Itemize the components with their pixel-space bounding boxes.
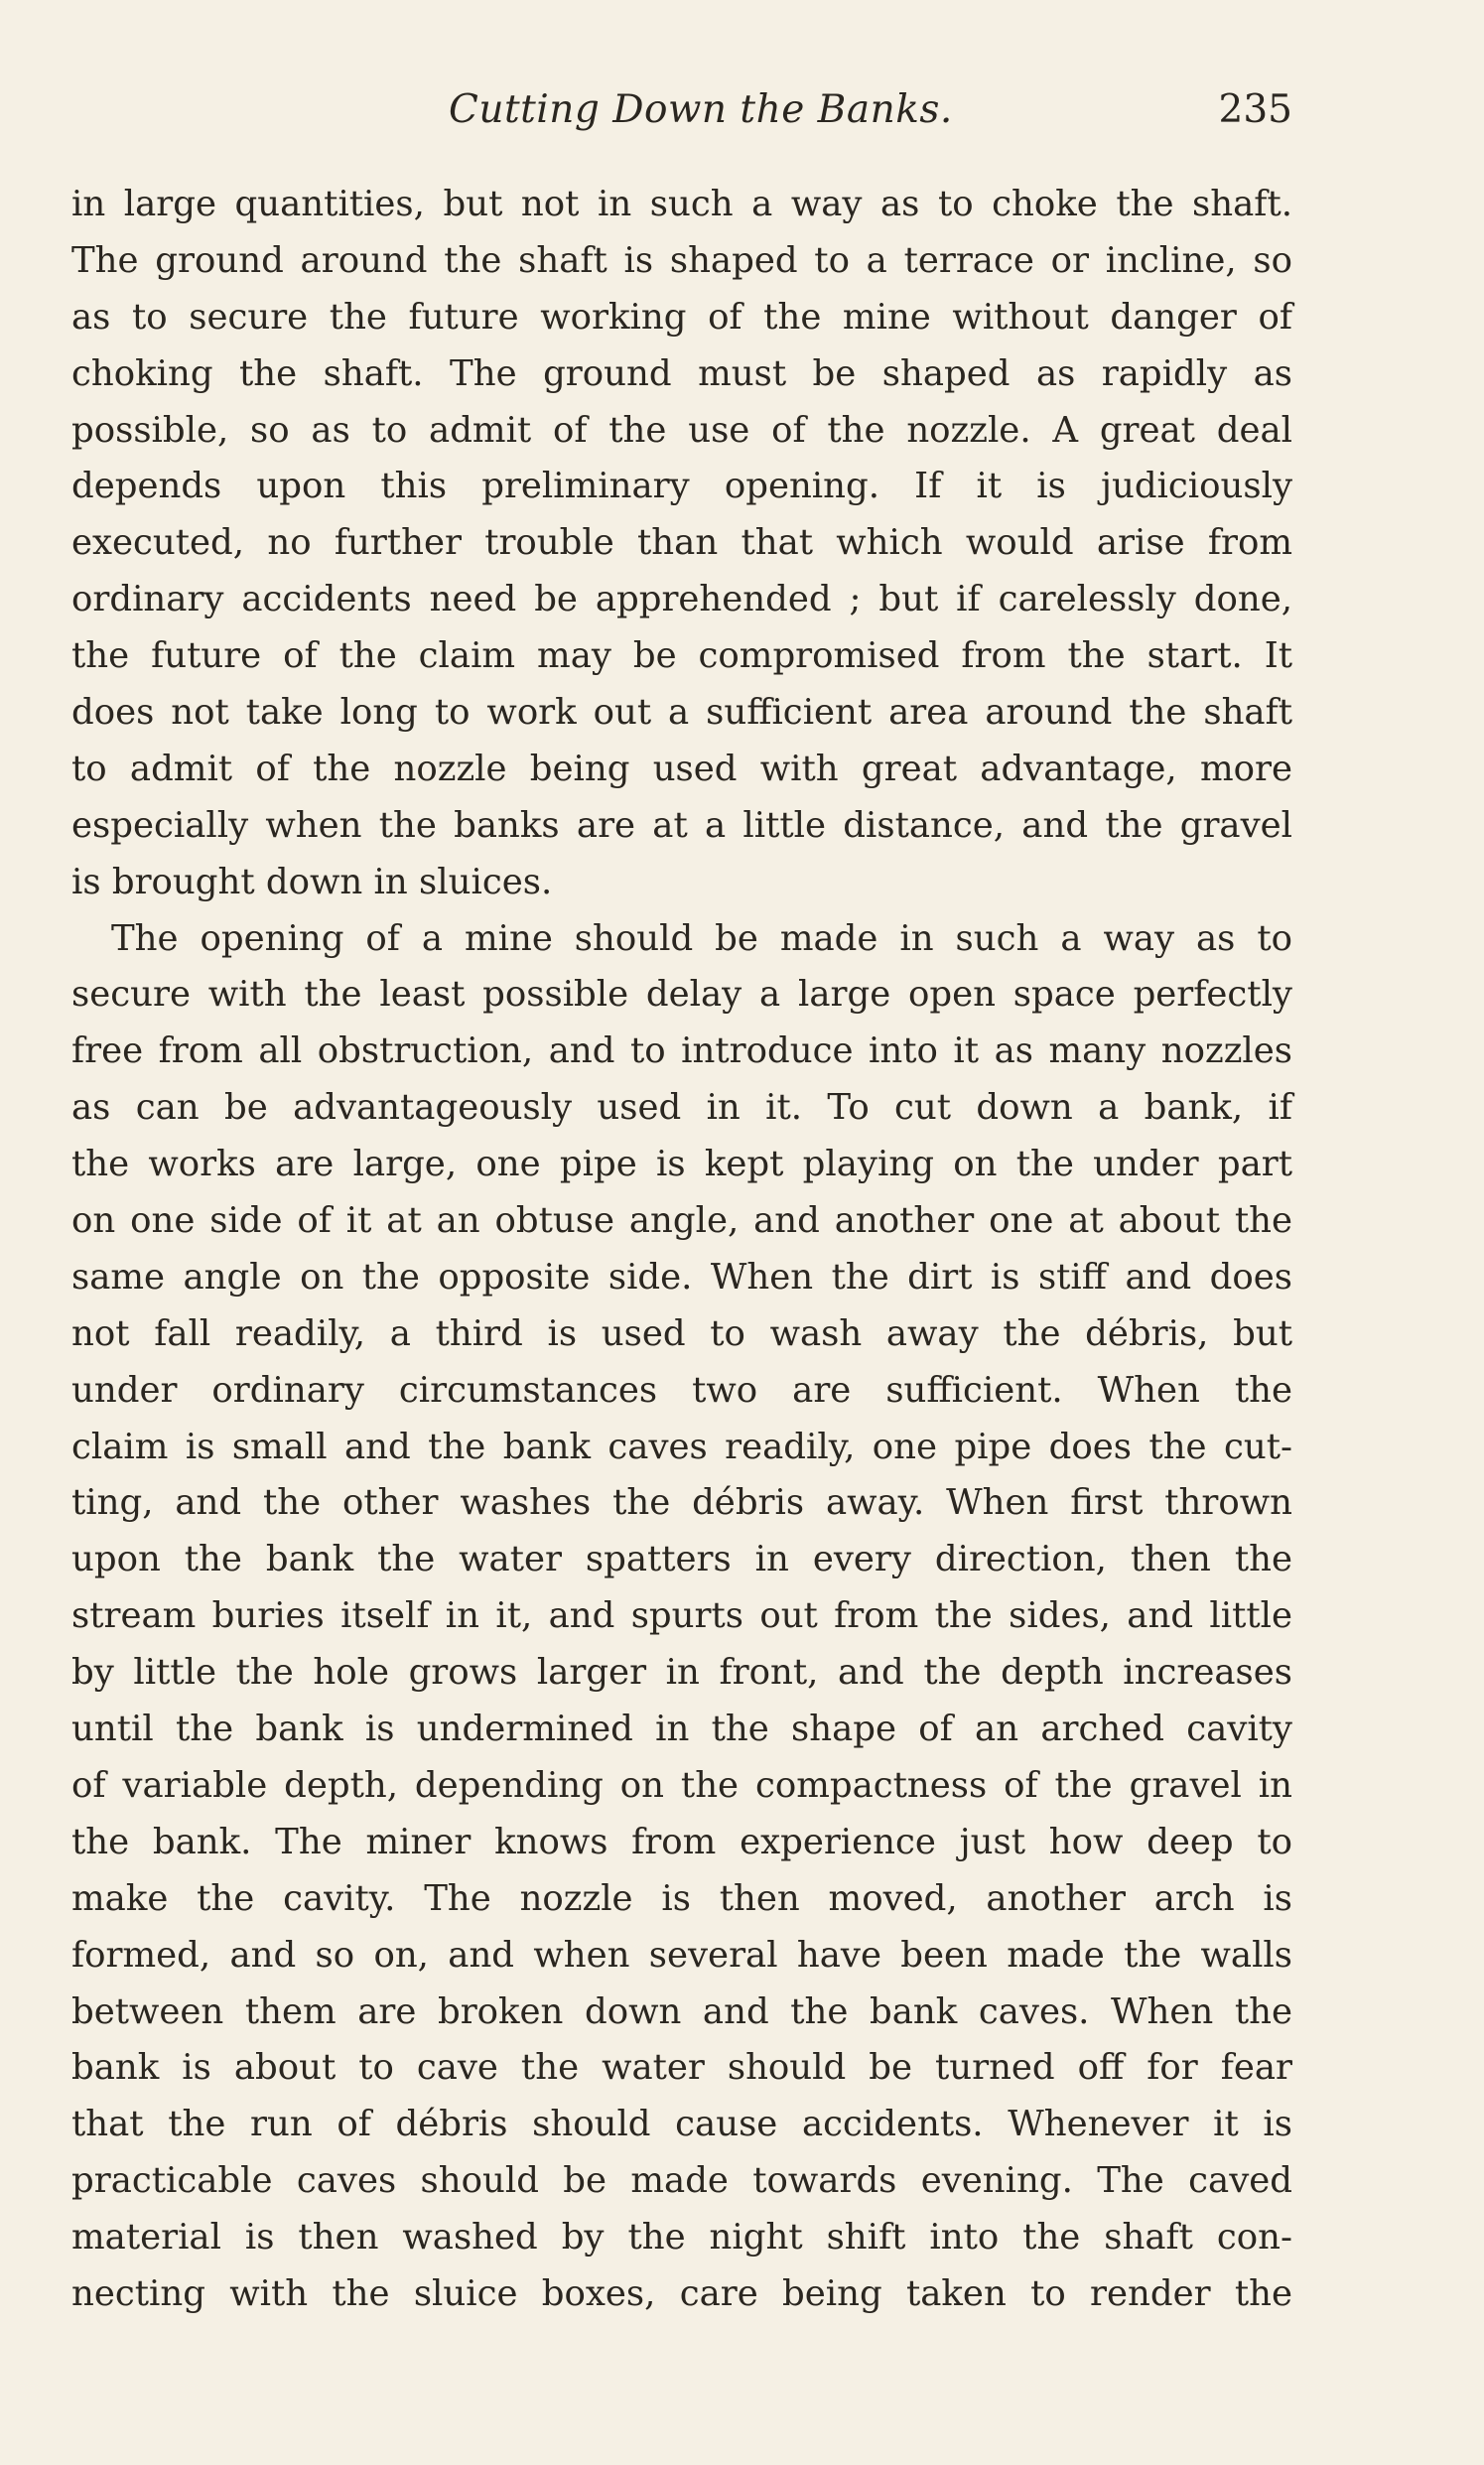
text-line: free from all obstruction, and to introduce into it as many nozzles [71,1030,1292,1072]
text-line: The ground around the shaft is shaped to a terrace or incline, so [71,239,1292,281]
text-line: is brought down in sluices. [71,861,553,902]
text-line: on one side of it at an obtuse angle, and another one at about the [71,1200,1292,1242]
text-line: that the run of débris should cause accidents. Whenever it is [71,2104,1292,2145]
text-line: not fall readily, a third is used to wash away the débris, but [71,1312,1292,1354]
text-line: does not take long to work out a sufficient area around the shaft [71,692,1292,734]
text-line: upon the bank the water spatters in every direction, then the [71,1539,1292,1580]
text-line: material is then washed by the night shift into the shaft con- [71,2217,1292,2259]
running-header [71,87,1292,147]
text-line: under ordinary circumstances two are sufficient. When the [71,1369,1292,1411]
page-number: 235 [1218,87,1292,132]
body-text [71,177,1292,2323]
text-line: The opening of a mine should be made in such a way as to [111,917,1292,959]
text-line: ordinary accidents need be apprehended ; but if carelessly done, [71,579,1292,620]
text-line: the future of the claim may be compromised from the start. It [71,635,1292,677]
text-line: same angle on the opposite side. When the dirt is stiff and does [71,1256,1292,1298]
text-line: to admit of the nozzle being used with great advantage, more [71,748,1292,789]
text-line: secure with the least possible delay a large open space perfectly [71,974,1292,1016]
text-line: executed, no further trouble than that which would arise from [71,522,1292,564]
text-line: especially when the banks are at a little distance, and the gravel [71,804,1292,846]
text-line: stream buries itself in it, and spurts out from the sides, and little [71,1595,1292,1637]
text-line: practicable caves should be made towards evening. The caved [71,2160,1292,2202]
paragraph-2 [71,911,1292,2323]
running-title: Cutting Down the Banks. [449,87,953,132]
text-line: as can be advantageously used in it. To cut down a bank, if [71,1087,1292,1129]
text-line: until the bank is undermined in the shape of an arched cavity [71,1709,1292,1750]
text-line: between them are broken down and the bank caves. When the [71,1990,1292,2032]
text-line: claim is small and the bank caves readily, one pipe does the cut- [71,1426,1292,1467]
text-line: of variable depth, depending on the compactness of the gravel in [71,1764,1292,1806]
text-line: by little the hole grows larger in front, and the depth increases [71,1652,1292,1694]
text-line: formed, and so on, and when several have been made the walls [71,1934,1292,1976]
text-line: in large quantities, but not in such a way as to choke the shaft. [71,184,1292,224]
text-line: possible, so as to admit of the use of the nozzle. A great deal [71,409,1292,451]
text-line: the works are large, one pipe is kept playing on the under part [71,1144,1292,1185]
text-line: ting, and the other washes the débris away. When first thrown [71,1482,1292,1524]
text-line: choking the shaft. The ground must be shaped as rapidly as [71,352,1292,394]
text-line: the bank. The miner knows from experience just how deep to [71,1821,1292,1862]
paragraph-1 [71,177,1292,911]
text-line: as to secure the future working of the mine without danger of [71,296,1292,338]
text-line: necting with the sluice boxes, care being taken to render the [71,2272,1292,2314]
text-line: make the cavity. The nozzle is then moved, another arch is [71,1877,1292,1919]
text-line: depends upon this preliminary opening. If it is judiciously [71,466,1292,507]
text-line: bank is about to cave the water should be turned off for fear [71,2047,1292,2089]
